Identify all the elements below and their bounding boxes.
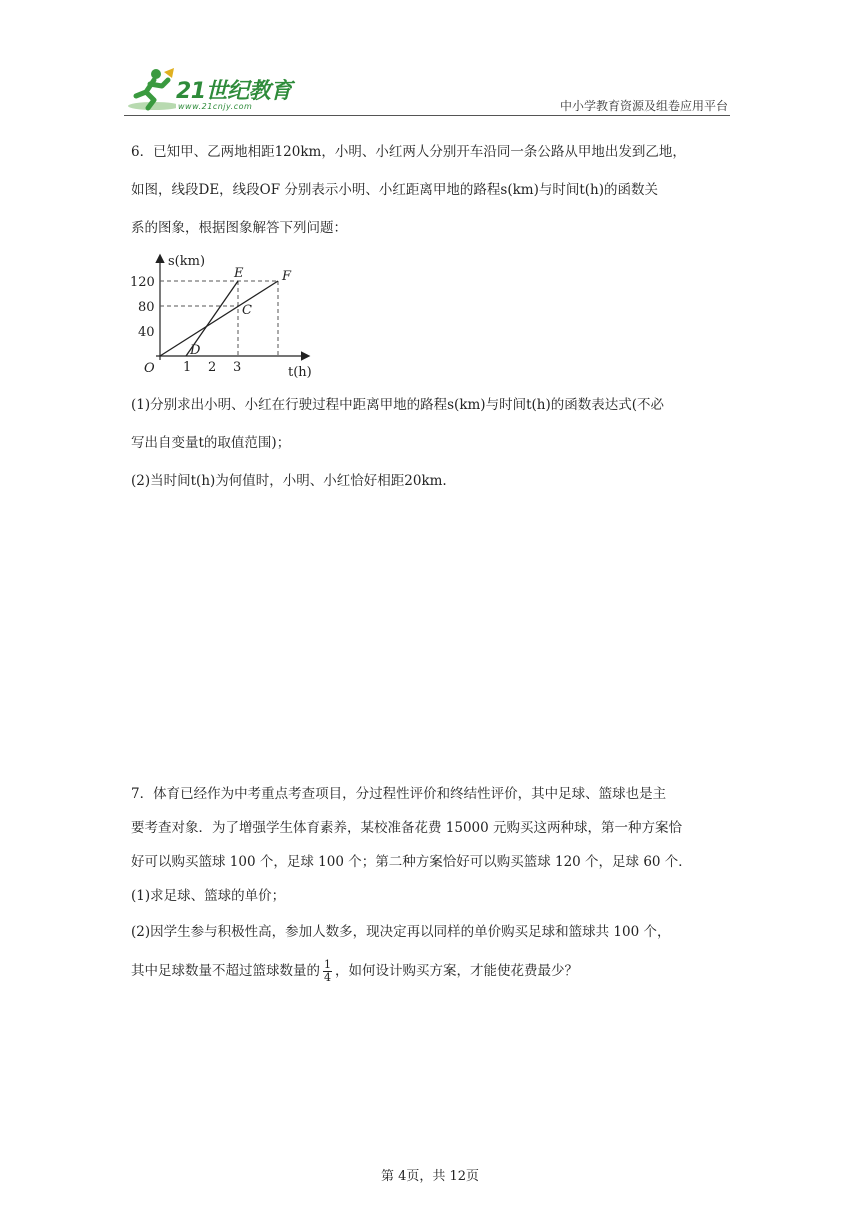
question-7 — [131, 777, 731, 991]
runner-icon — [124, 66, 176, 112]
q6-part1-line-2: 写出自变量t的取值范围)； — [131, 435, 291, 451]
q7-part1: (1)求足球、篮球的单价； — [131, 888, 286, 904]
q6-part2: (2)当时间t(h)为何值时，小明、小红恰好相距20km. — [131, 473, 447, 489]
x-tick-1: 1 — [183, 360, 192, 375]
distance-time-graph — [130, 250, 320, 385]
fraction-denominator: 4 — [324, 970, 331, 984]
page-footer: 第 4页，共 12页 — [380, 1169, 480, 1184]
y-tick-80: 80 — [138, 300, 155, 315]
header-divider — [124, 115, 730, 116]
fraction-one-quarter — [323, 959, 332, 984]
q7-part2-text-post: ，如何设计购买方案，才能使花费最少？ — [335, 963, 578, 979]
y-tick-40: 40 — [138, 325, 155, 340]
page-header — [124, 66, 730, 120]
segment-OF — [160, 281, 278, 356]
q7-line-1: 7．体育已经作为中考重点考查项目，分过程性评价和终结性评价，其中足球、篮球也是主 — [131, 786, 667, 802]
fraction-numerator: 1 — [324, 957, 331, 971]
q6-line-3: 系的图象，根据图象解答下列问题： — [131, 220, 347, 236]
y-axis-label: s(km) — [168, 254, 206, 269]
question-6-parts — [131, 386, 731, 500]
question-6 — [131, 133, 731, 247]
point-C-label: C — [242, 303, 252, 318]
q7-part2-text-pre: 其中足球数量不超过篮球数量的 — [131, 963, 320, 979]
logo-url: www.21cnjy.com — [178, 102, 253, 111]
point-D-label: D — [190, 343, 201, 358]
x-axis-label: t(h) — [288, 365, 312, 380]
q7-part2-line-1: (2)因学生参与积极性高，参加人数多，现决定再以同样的单价购买足球和篮球共 100 个， — [131, 924, 671, 940]
point-F-label: F — [282, 269, 292, 284]
site-name: 中小学教育资源及组卷应用平台 — [559, 99, 728, 113]
q6-line-2: 如图，线段DE，线段OF 分别表示小明、小红距离甲地的路程s(km)与时间t(h)的函数关 — [131, 182, 658, 198]
q7-line-2: 要考查对象．为了增强学生体育素养，某校准备花费 15000 元购买这两种球，第一种方案恰 — [131, 820, 683, 836]
site-logo — [124, 66, 294, 114]
y-tick-120: 120 — [130, 275, 155, 290]
q7-line-3: 好可以购买篮球 100 个，足球 100 个；第二种方案恰好可以购买篮球 120 个，足球 60 个． — [131, 854, 692, 870]
origin-label: O — [144, 361, 155, 376]
logo-text: 21世纪教育 — [176, 79, 292, 104]
point-E-label: E — [234, 266, 244, 281]
x-tick-3: 3 — [233, 360, 242, 375]
q6-line-1: 6．已知甲、乙两地相距120km，小明、小红两人分别开车沿同一条公路从甲地出发到乙地， — [131, 144, 686, 160]
q7-part2-line-2 — [131, 951, 731, 991]
q6-part1-line-1: (1)分别求出小明、小红在行驶过程中距离甲地的路程s(km)与时间t(h)的函数表达式(不必 — [131, 397, 664, 413]
x-tick-2: 2 — [208, 360, 217, 375]
